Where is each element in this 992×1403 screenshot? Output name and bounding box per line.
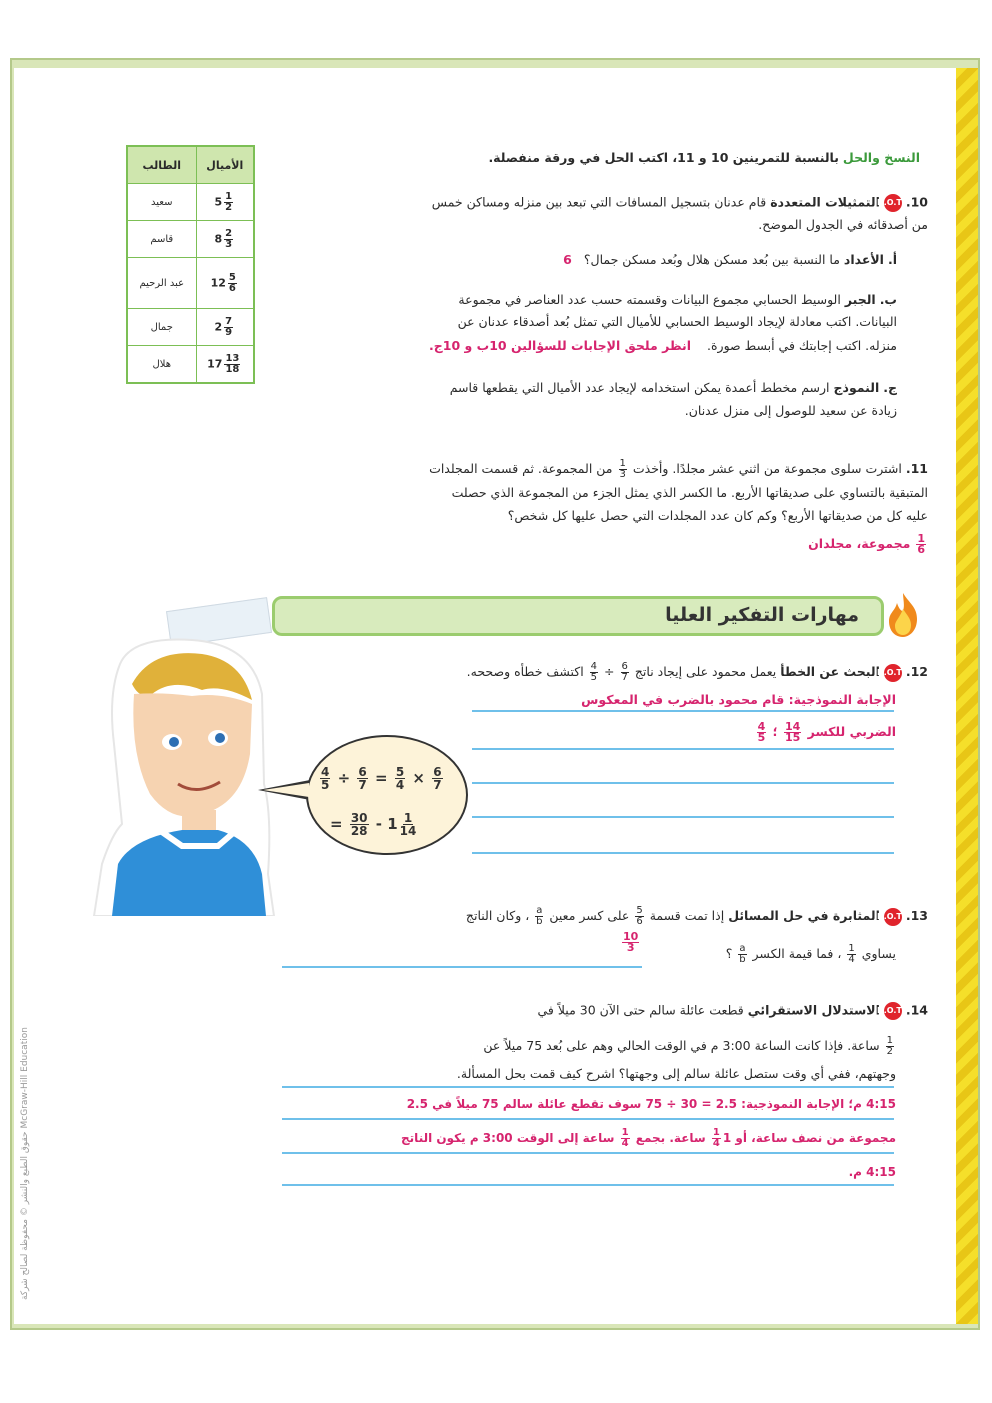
student-name: جمال (127, 309, 196, 346)
ex12-number: 12. (905, 664, 928, 679)
ex11-number: 11. (905, 461, 928, 476)
table-header-students: الطالب (127, 146, 196, 184)
ex10b-title: الجبر (844, 292, 876, 307)
ex10b-line3 (429, 338, 897, 354)
ex10b-line1 (458, 292, 897, 308)
speech-bubble (306, 735, 468, 855)
ex14-title: الاستدلال الاستقرائي (747, 1002, 880, 1018)
answer-line (282, 1086, 894, 1088)
ex14-number: 14. (905, 1002, 928, 1018)
ex10c-text: ارسم مخطط أعمدة يمكن استخدامه لإيجاد عدد الأميال التي يقطعها قاسم (449, 380, 830, 395)
answer-line (282, 1184, 894, 1186)
ex12-text-b: اكتشف خطأه وصححه. (466, 664, 584, 679)
hot-badge-icon: H.O.T (884, 194, 902, 212)
ex11-line2: المتبقية بالتساوي على صديقاتها الأربع. ما الكسر الذي يمثل الجزء من المجموعة الذي حصلت (451, 485, 928, 500)
ex14-answer-line1: 4:15 م؛ الإجابة النموذجية: 2.5 = 30 ÷ 75 سوف تقطع عائلة سالم 75 ميلاً في 2.5 (406, 1097, 896, 1111)
ex10b-text: الوسيط الحسابي مجموع البيانات وقسمته حسب عدد العناصر في مجموعة (458, 292, 841, 307)
miles-value: 5 $\frac{1}{2}$ (196, 184, 254, 221)
ex11-line3: عليه كل من صديقاتها الأربع؟ وكم كان عدد المجلدات التي حصل عليها كل شخص؟ (507, 508, 928, 523)
hot-badge-icon: H.O.T (884, 664, 902, 682)
table-row (127, 258, 254, 309)
answer-line (472, 710, 894, 712)
table-row (127, 309, 254, 346)
bubble-equation-2: = $\frac{30}{28}$ - 1 $\frac{1}{14}$ (330, 811, 417, 838)
hot-badge-icon: H.O.T (884, 1002, 902, 1020)
ex12-heading: 12. H.O.T البحث عن الخطأ يعمل محمود على إيجاد ناتج $\frac{6}{7}$ ÷ $\frac{4}{5}$ اكتشف خطأه وصححه. (466, 661, 928, 683)
hot-badge-icon: H.O.T (884, 908, 902, 926)
miles-value: 2 $\frac{7}{9}$ (196, 309, 254, 346)
ex14-answer-line2: مجموعة من نصف ساعة، أو 1 $\frac{1}{4}$ ساعة. بجمع $\frac{1}{4}$ ساعة إلى الوقت 3:00 م يكون الناتج (401, 1127, 896, 1149)
flame-icon (883, 591, 923, 639)
miles-table (126, 145, 255, 384)
ex10-number: 10. (905, 194, 928, 210)
ex13-answer: $\frac{10}{3}$ (623, 930, 639, 954)
ex11-answer: $\frac{1}{6}$ مجموعة، مجلدان (808, 532, 925, 556)
ex10-title: التمثيلات المتعددة (770, 194, 880, 210)
ex11-text-a: اشترت سلوى مجموعة من اثني عشر مجلدًا. وأخذت (632, 461, 902, 476)
student-name: قاسم (127, 221, 196, 258)
banner-title: مهارات التفكير العليا (665, 604, 859, 626)
student-name: عبد الرحيم (127, 258, 196, 309)
ex14-line2: $\frac{1}{2}$ ساعة. فإذا كانت الساعة 3:00 م في الوقت الحالي وهم على بُعد 75 ميلاً عن (483, 1035, 893, 1057)
answer-line (472, 748, 894, 750)
boy-illustration (92, 634, 282, 916)
ex10b-answer: انظر ملحق الإجابات للسؤالين 10ب و 10ج. (429, 338, 692, 353)
ex11-line1 (429, 459, 928, 480)
ex10a-answer: 6 (563, 252, 572, 267)
ex13-line1: 13. H.O.T المثابرة في حل المسائل إذا تمت قسمة $\frac{5}{6}$ على كسر معين $\frac{a}{b}$ ، وكان الناتج (465, 905, 928, 927)
student-name: سعيد (127, 184, 196, 221)
higher-order-thinking-banner (272, 596, 884, 636)
ex10a-text: ما النسبة بين بُعد مسكن هلال وبُعد مسكن جمال؟ (583, 252, 840, 267)
answer-line (472, 816, 894, 818)
intro-text: بالنسبة للتمرينين 10 و 11، اكتب الحل في ورقة منفصلة. (488, 150, 839, 165)
ex10b-line2: البيانات. اكتب معادلة لإيجاد الوسيط الحسابي للأميال التي تمثل بُعد أصدقاء عدنان عن (457, 314, 897, 329)
ex10-text: قام عدنان بتسجيل المسافات التي تبعد بين منزله ومساكن خمس (431, 194, 767, 210)
ex10c-line1 (450, 380, 897, 396)
intro-label: النسخ والحل (842, 150, 920, 165)
table-row (127, 221, 254, 258)
ex10b-text3: منزله. اكتب إجابتك في أبسط صورة. (707, 338, 897, 353)
ex14-line3: وجهتهم، ففي أي وقت ستصل عائلة سالم إلى وجهتها؟ اشرح كيف قمت بحل المسألة. (456, 1066, 896, 1081)
student-name: هلال (127, 346, 196, 384)
table-header-miles: الأميال (196, 146, 254, 184)
ex10c-label: ج. (883, 380, 897, 395)
ex11-answer-text: مجموعة، مجلدان (808, 536, 911, 551)
ex10a-label: أ. (887, 252, 897, 267)
ex10b-label: ب. (879, 292, 897, 307)
answer-line (472, 782, 894, 784)
ex12-answer-line2: الضربي للكسر $\frac{14}{15}$ ؛ $\frac{4}{5}$ (757, 720, 896, 744)
answer-line (282, 1118, 894, 1120)
ex11-text-b: من المجموعة. ثم قسمت المجلدات (429, 461, 613, 476)
answer-line (282, 966, 642, 968)
ex12-answer-line1: الإجابة النموذجية: قام محمود بالضرب في المعكوس (581, 692, 896, 707)
ex13-title: المثابرة في حل المسائل (728, 908, 880, 923)
ex11-fraction: $\frac{1}{3}$ (619, 458, 626, 480)
ex10a (563, 252, 897, 268)
ex12-text-a: يعمل محمود على إيجاد ناتج (634, 664, 777, 679)
ex14-line1: 14. H.O.T الاستدلال الاستقرائي قطعت عائلة سالم حتى الآن 30 ميلاً في (537, 1002, 928, 1020)
miles-value: 8 $\frac{2}{3}$ (196, 221, 254, 258)
miles-value: 12 $\frac{5}{6}$ (196, 258, 254, 309)
speech-bubble-tail-fill (263, 783, 309, 797)
answer-line (282, 1152, 894, 1154)
ex10c-line2: زيادة عن سعيد للوصول إلى منزل عدنان. (684, 403, 897, 418)
ex10-line2: من أصدقائه في الجدول الموضح. (758, 217, 928, 232)
miles-value: 17 $\frac{13}{18}$ (196, 346, 254, 384)
ex12-title: البحث عن الخطأ (780, 664, 880, 679)
ex14-answer-line3: 4:15 م. (848, 1165, 896, 1179)
yellow-edge-stripe (956, 68, 978, 1324)
ex13-line2: يساوي $\frac{1}{4}$ ، فما قيمة الكسر $\frac{a}{b}$ ؟ (725, 943, 896, 965)
table-row (127, 346, 254, 384)
intro-line (488, 150, 920, 166)
ex10-heading (432, 194, 928, 212)
table-row (127, 184, 254, 221)
ex13-number: 13. (905, 908, 928, 923)
ex10a-title: الأعداد (843, 252, 884, 267)
bubble-equation-1: $\frac{4}{5}$ ÷ $\frac{6}{7}$ = $\frac{5}{4}$ × $\frac{6}{7}$ (321, 765, 442, 792)
ex10c-title: النموذج (833, 380, 880, 395)
answer-line (472, 852, 894, 854)
copyright-credit: حقوق الطبع والنشر © محفوظة لصالح شركة McGraw-Hill Education (20, 1027, 30, 1300)
